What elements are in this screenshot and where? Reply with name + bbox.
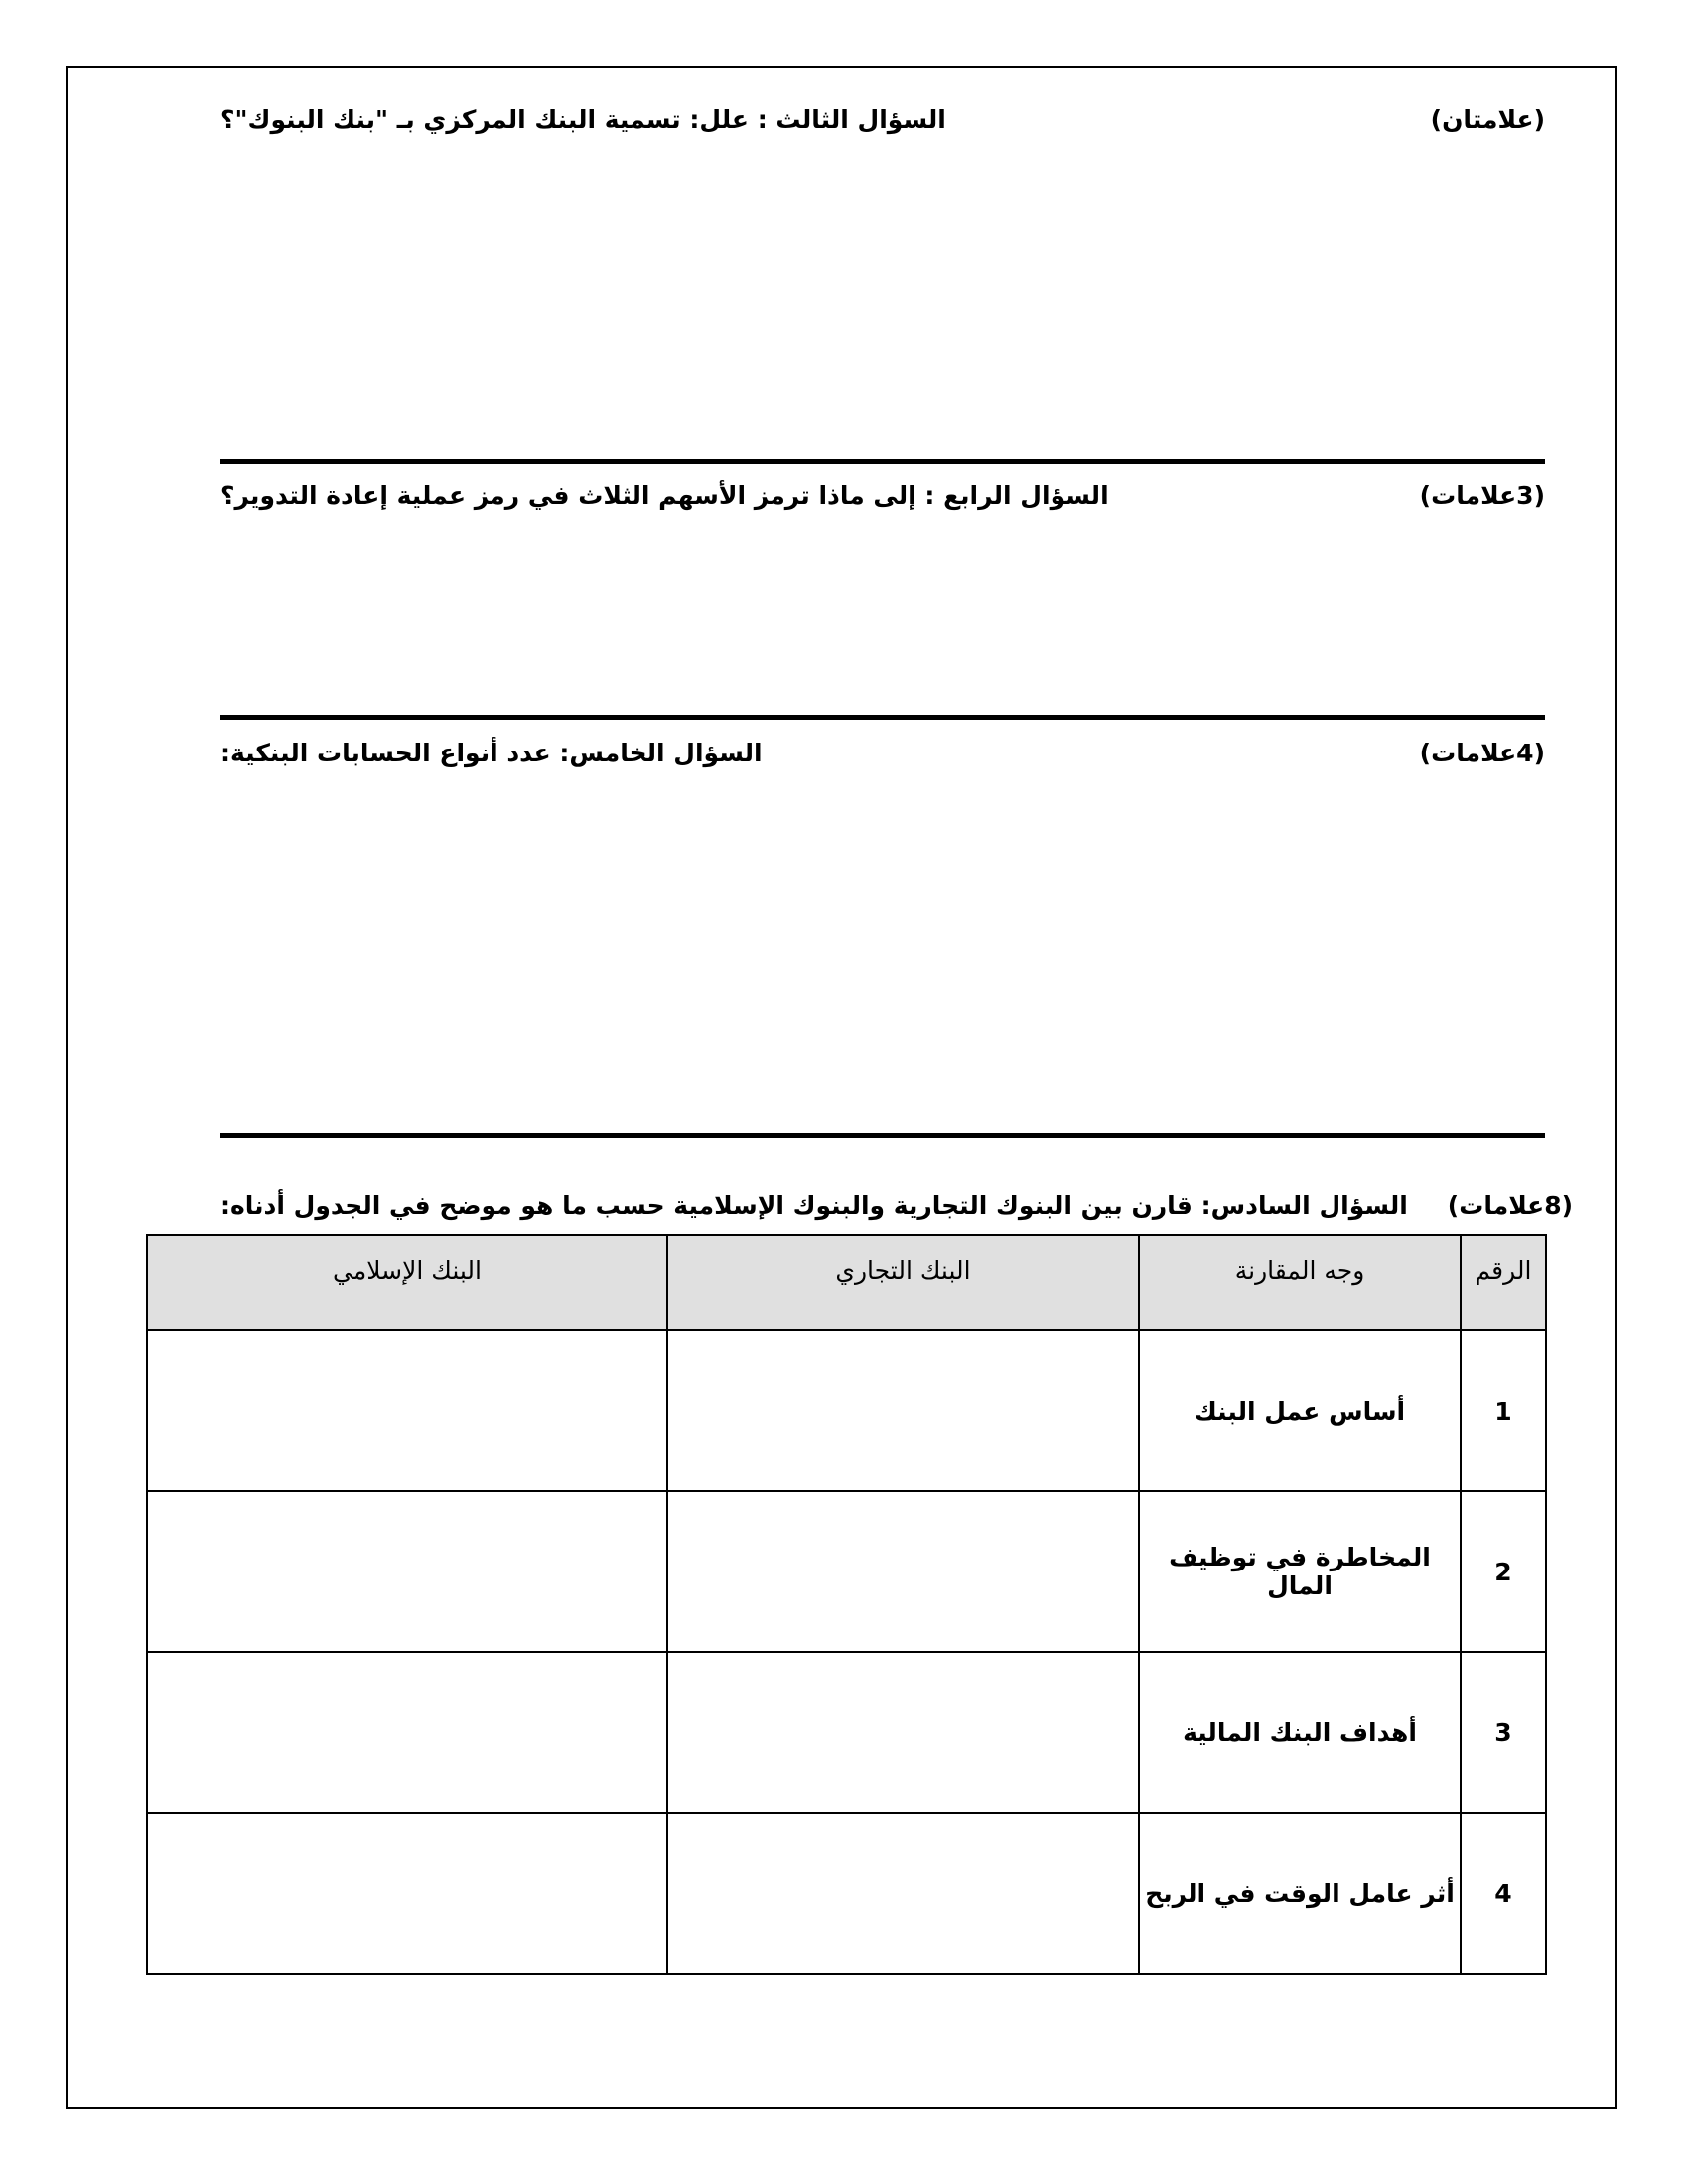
answer-cell-commercial[interactable] bbox=[667, 1813, 1139, 1974]
question-5-marks: (4علامات) bbox=[1419, 739, 1545, 767]
header-islamic-bank: البنك الإسلامي bbox=[147, 1235, 667, 1330]
question-6 bbox=[220, 1191, 1574, 1220]
answer-cell-commercial[interactable] bbox=[667, 1491, 1139, 1652]
table-header-row bbox=[147, 1235, 1546, 1330]
question-4 bbox=[220, 481, 1545, 510]
table-row bbox=[147, 1491, 1546, 1652]
question-6-text: السؤال السادس: قارن بين البنوك التجارية والبنوك الإسلامية حسب ما هو موضح في الجدول أدناه: bbox=[220, 1191, 1408, 1220]
question-3-text: السؤال الثالث : علل: تسمية البنك المركزي بـ "بنك البنوك"؟ bbox=[220, 105, 946, 134]
comparison-table bbox=[146, 1234, 1547, 1975]
row-number: 2 bbox=[1461, 1491, 1546, 1652]
question-5-text: السؤال الخامس: عدد أنواع الحسابات البنكية: bbox=[220, 739, 763, 767]
table-row bbox=[147, 1652, 1546, 1813]
row-aspect: أساس عمل البنك bbox=[1139, 1330, 1461, 1491]
row-aspect: المخاطرة في توظيف المال bbox=[1139, 1491, 1461, 1652]
separator-line bbox=[220, 1133, 1545, 1138]
table-row bbox=[147, 1330, 1546, 1491]
answer-cell-islamic[interactable] bbox=[147, 1491, 667, 1652]
row-aspect: أهداف البنك المالية bbox=[1139, 1652, 1461, 1813]
table-row bbox=[147, 1813, 1546, 1974]
header-commercial-bank: البنك التجاري bbox=[667, 1235, 1139, 1330]
question-6-marks: (8علامات) bbox=[1447, 1191, 1574, 1220]
question-4-marks: (3علامات) bbox=[1419, 481, 1545, 510]
header-number: الرقم bbox=[1461, 1235, 1546, 1330]
answer-cell-islamic[interactable] bbox=[147, 1330, 667, 1491]
question-4-text: السؤال الرابع : إلى ماذا ترمز الأسهم الثلاث في رمز عملية إعادة التدوير؟ bbox=[220, 481, 1109, 510]
row-aspect: أثر عامل الوقت في الربح bbox=[1139, 1813, 1461, 1974]
question-3-marks: (علامتان) bbox=[1430, 105, 1545, 134]
header-aspect: وجه المقارنة bbox=[1139, 1235, 1461, 1330]
question-3 bbox=[220, 105, 1545, 134]
answer-cell-commercial[interactable] bbox=[667, 1652, 1139, 1813]
row-number: 1 bbox=[1461, 1330, 1546, 1491]
row-number: 3 bbox=[1461, 1652, 1546, 1813]
question-5 bbox=[220, 739, 1545, 767]
separator-line bbox=[220, 459, 1545, 464]
answer-cell-commercial[interactable] bbox=[667, 1330, 1139, 1491]
answer-cell-islamic[interactable] bbox=[147, 1813, 667, 1974]
row-number: 4 bbox=[1461, 1813, 1546, 1974]
answer-cell-islamic[interactable] bbox=[147, 1652, 667, 1813]
separator-line bbox=[220, 715, 1545, 720]
